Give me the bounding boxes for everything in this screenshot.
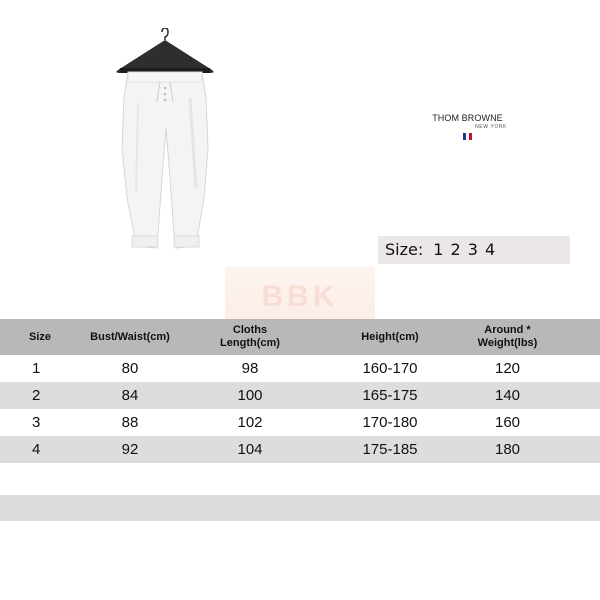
brand-subtitle: NEW YORK (475, 124, 507, 130)
cell-bust-waist: 84 (121, 387, 139, 404)
flag-icon (463, 133, 472, 140)
header-size: Size (28, 330, 51, 343)
cell-length: 98 (241, 360, 259, 377)
hanger-icon (116, 28, 213, 73)
cell-bust-waist: 80 (121, 360, 139, 377)
cell-size: 3 (32, 414, 41, 431)
cell-height: 165-175 (362, 387, 418, 404)
footer-bar (0, 495, 600, 521)
cell-size: 1 (32, 360, 41, 377)
cell-weight: 140 (494, 387, 521, 404)
header-height: Height(cm) (361, 330, 419, 343)
size-values: 1 2 3 4 (433, 240, 497, 259)
table-row (0, 355, 600, 382)
cell-height: 175-185 (362, 441, 418, 458)
cell-weight: 120 (494, 360, 521, 377)
table-row (0, 436, 600, 463)
brand-name: THOM BROWNE (432, 113, 503, 123)
cell-size: 4 (32, 441, 41, 458)
brand-logo (420, 113, 515, 140)
cell-length: 102 (237, 414, 263, 431)
cell-weight: 180 (494, 441, 521, 458)
product-image (100, 28, 230, 253)
cell-weight: 160 (494, 414, 521, 431)
watermark (225, 266, 375, 320)
watermark-text: BBK (261, 280, 339, 313)
size-label: Size: (385, 240, 424, 259)
cell-bust-waist: 92 (121, 441, 139, 458)
cell-bust-waist: 88 (121, 414, 139, 431)
cell-height: 160-170 (362, 360, 418, 377)
header-bust-waist: Bust/Waist(cm) (90, 330, 170, 343)
header-weight: Around * Weight(lbs) (477, 324, 538, 349)
table-row (0, 382, 600, 409)
size-chart-table (0, 319, 600, 463)
table-row (0, 409, 600, 436)
size-banner (378, 236, 570, 264)
cell-height: 170-180 (362, 414, 418, 431)
table-header (0, 319, 600, 355)
cell-size: 2 (32, 387, 41, 404)
header-length: Cloths Length(cm) (220, 324, 280, 349)
cell-length: 104 (237, 441, 263, 458)
cell-length: 100 (237, 387, 263, 404)
